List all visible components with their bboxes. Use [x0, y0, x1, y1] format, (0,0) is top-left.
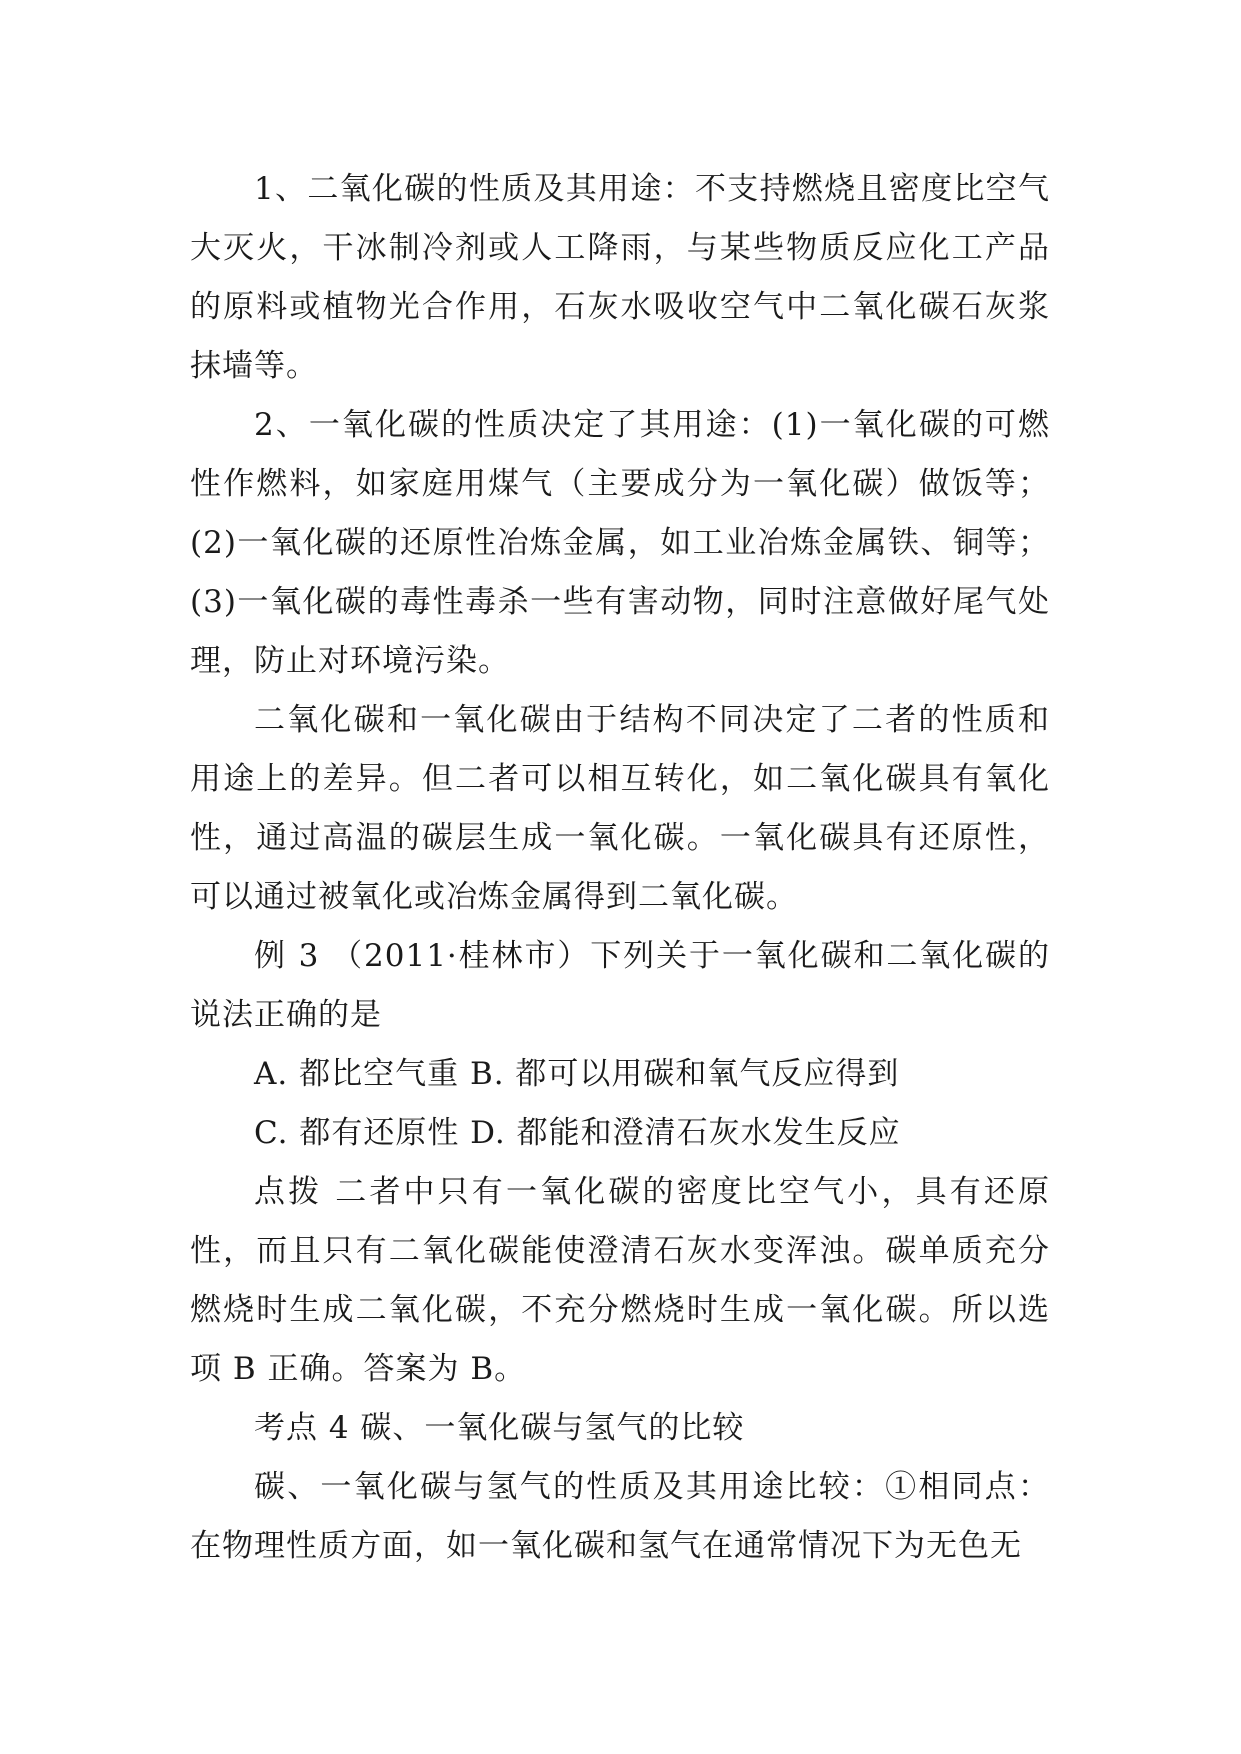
example-question: 例 3 （2011·桂林市）下列关于一氧化碳和二氧化碳的说法正确的是: [190, 938, 1050, 1033]
example-options-cd: C. 都有还原性 D. 都能和澄清石灰水发生反应: [254, 1115, 901, 1151]
example-hint: 点拨 二者中只有一氧化碳的密度比空气小，具有还原性，而且只有二氧化碳能使澄清石灰水变浑浊。碳单质充分燃烧时生成二氧化碳，不充分燃烧时生成一氧化碳。所以选项 B 正确。答案为 B。: [190, 1174, 1050, 1387]
section-heading-point-4: 考点 4 碳、一氧化碳与氢气的比较: [254, 1410, 745, 1446]
paragraph-comparison: 碳、一氧化碳与氢气的性质及其用途比较：①相同点：在物理性质方面，如一氧化碳和氢气在通常情况下为无色无: [190, 1469, 1050, 1564]
document-page: [190, 160, 1050, 1680]
paragraph-co2-co-comparison: 二氧化碳和一氧化碳由于结构不同决定了二者的性质和用途上的差异。但二者可以相互转化，如二氧化碳具有氧化性，通过高温的碳层生成一氧化碳。一氧化碳具有还原性，可以通过被氧化或冶炼金属得到二氧化碳。: [190, 702, 1050, 915]
example-options-ab: A. 都比空气重 B. 都可以用碳和氧气反应得到: [254, 1056, 900, 1092]
paragraph-co2-properties: 1、二氧化碳的性质及其用途：不支持燃烧且密度比空气大灭火，干冰制冷剂或人工降雨，与某些物质反应化工产品的原料或植物光合作用，石灰水吸收空气中二氧化碳石灰浆抹墙等。: [190, 171, 1050, 384]
paragraph-co-properties: 2、一氧化碳的性质决定了其用途：(1)一氧化碳的可燃性作燃料，如家庭用煤气（主要成分为一氧化碳）做饭等；(2)一氧化碳的还原性冶炼金属，如工业冶炼金属铁、铜等；(3)一氧化碳的毒性毒杀一些有害动物，同时注意做好尾气处理，防止对环境污染。: [190, 407, 1050, 679]
